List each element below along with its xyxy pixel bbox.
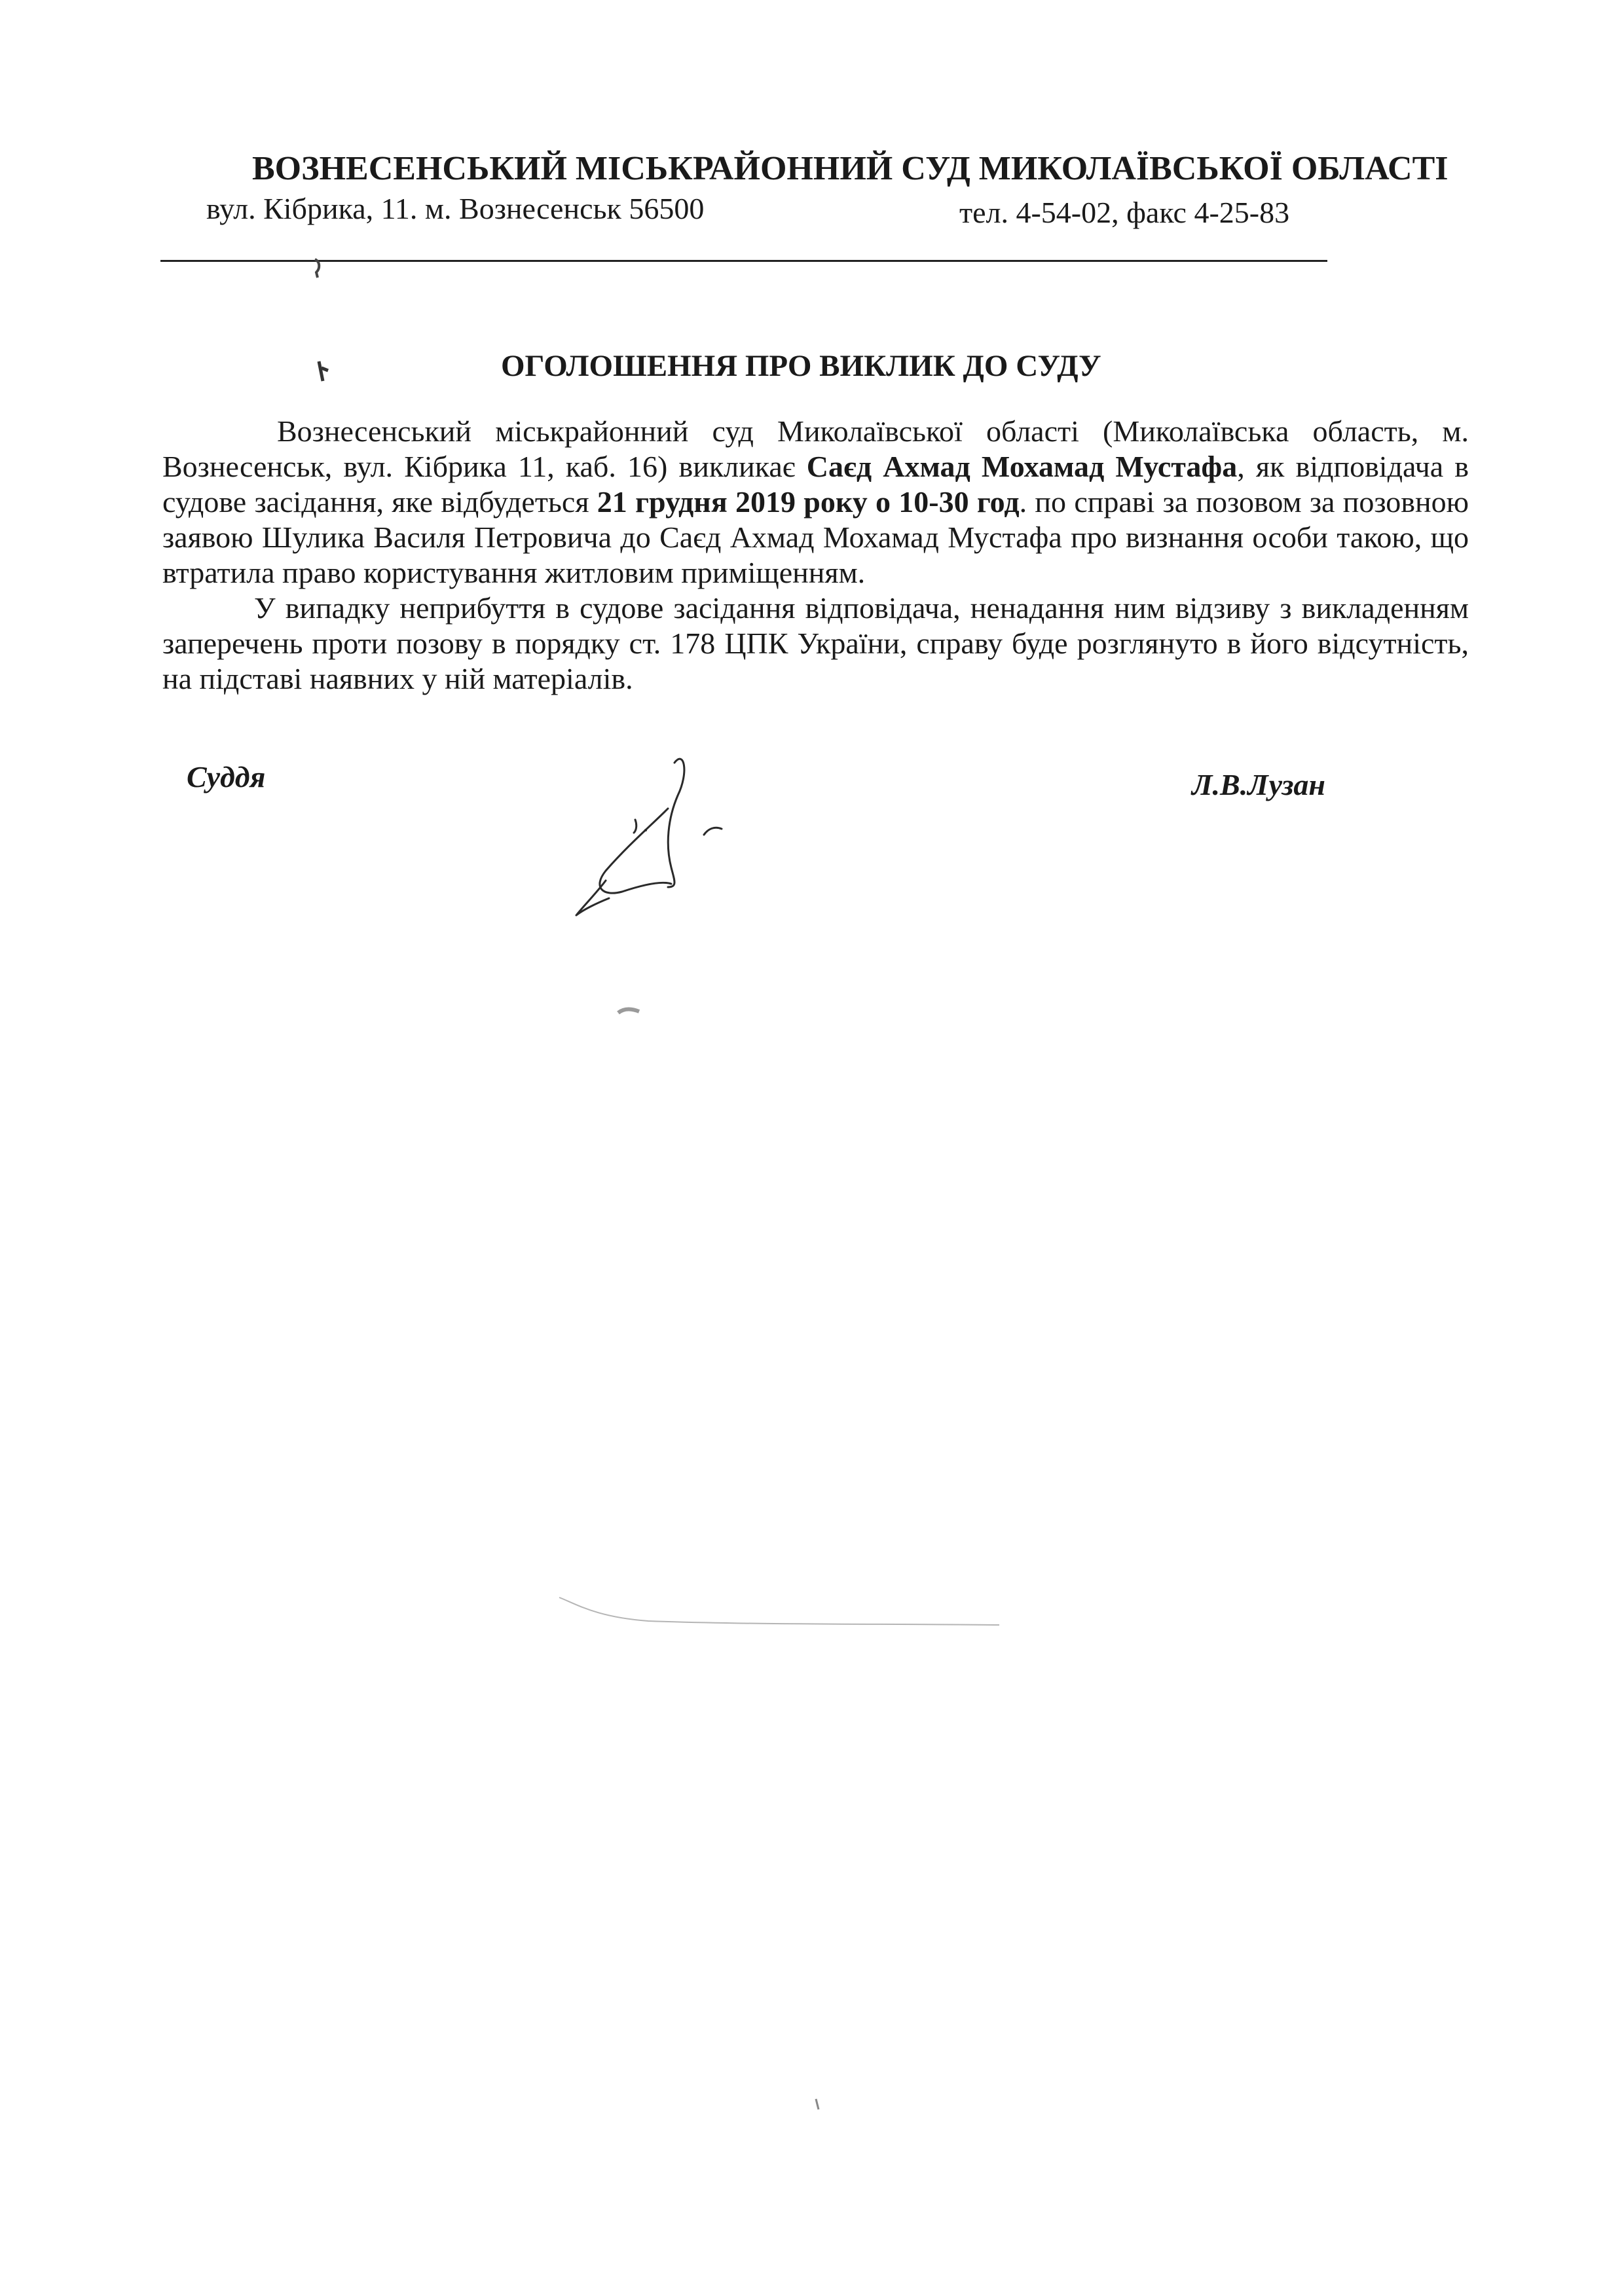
notice-title: ОГОЛОШЕННЯ ПРО ВИКЛИК ДО СУДУ — [501, 349, 1101, 383]
judge-name: Л.В.Лузан — [1192, 768, 1325, 801]
defendant-name: Саєд Ахмад Мохамад Мустафа — [806, 450, 1238, 483]
hearing-datetime: 21 грудня 2019 року о 10-30 год — [597, 485, 1020, 519]
scan-artifact-mid — [616, 1005, 642, 1018]
paragraph-consequences: У випадку неприбуття в судове засідання відповідача, ненадання ним відзиву з викладенням заперечень проти позову в порядку ст. 178 ЦПК України, справу буде розглянуто в його відсутність, на підставі наявних у ній матеріалів. — [162, 591, 1469, 695]
paragraph-summons — [162, 414, 1469, 591]
summons-text-middle: , як відповідача в судове засідання, яке відбудеться — [162, 450, 1469, 519]
scan-artifact-line-lower — [557, 1591, 1002, 1630]
court-address: вул. Кібрика, 11. м. Вознесенськ 56500 — [206, 192, 705, 225]
scan-artifact-bottom — [812, 2095, 825, 2115]
header-divider — [160, 260, 1327, 262]
scan-artifact-top-left — [311, 255, 324, 282]
court-phone-fax: тел. 4-54-02, факс 4-25-83 — [959, 196, 1290, 229]
summons-text-start: Вознесенський міськрайонний суд Миколаївської області (Миколаївська область, м. Вознесенськ, вул. Кібрика 11, каб. 16) викликає — [162, 414, 1469, 483]
summons-text-end: . по справі за позовом за позовною заявою Шулика Василя Петровича до Саєд Ахмад Мохамад Мустафа про визнання особи такою, що втратила право користування житловим приміщенням. — [162, 485, 1469, 589]
notice-body — [162, 414, 1469, 697]
court-name-heading: ВОЗНЕСЕНСЬКИЙ МІСЬКРАЙОННИЙ СУД МИКОЛАЇВСЬКОЇ ОБЛАСТІ — [252, 150, 1449, 187]
handwritten-signature — [537, 746, 747, 936]
scan-artifact-title-left — [316, 359, 331, 385]
judge-label: Суддя — [187, 760, 266, 793]
